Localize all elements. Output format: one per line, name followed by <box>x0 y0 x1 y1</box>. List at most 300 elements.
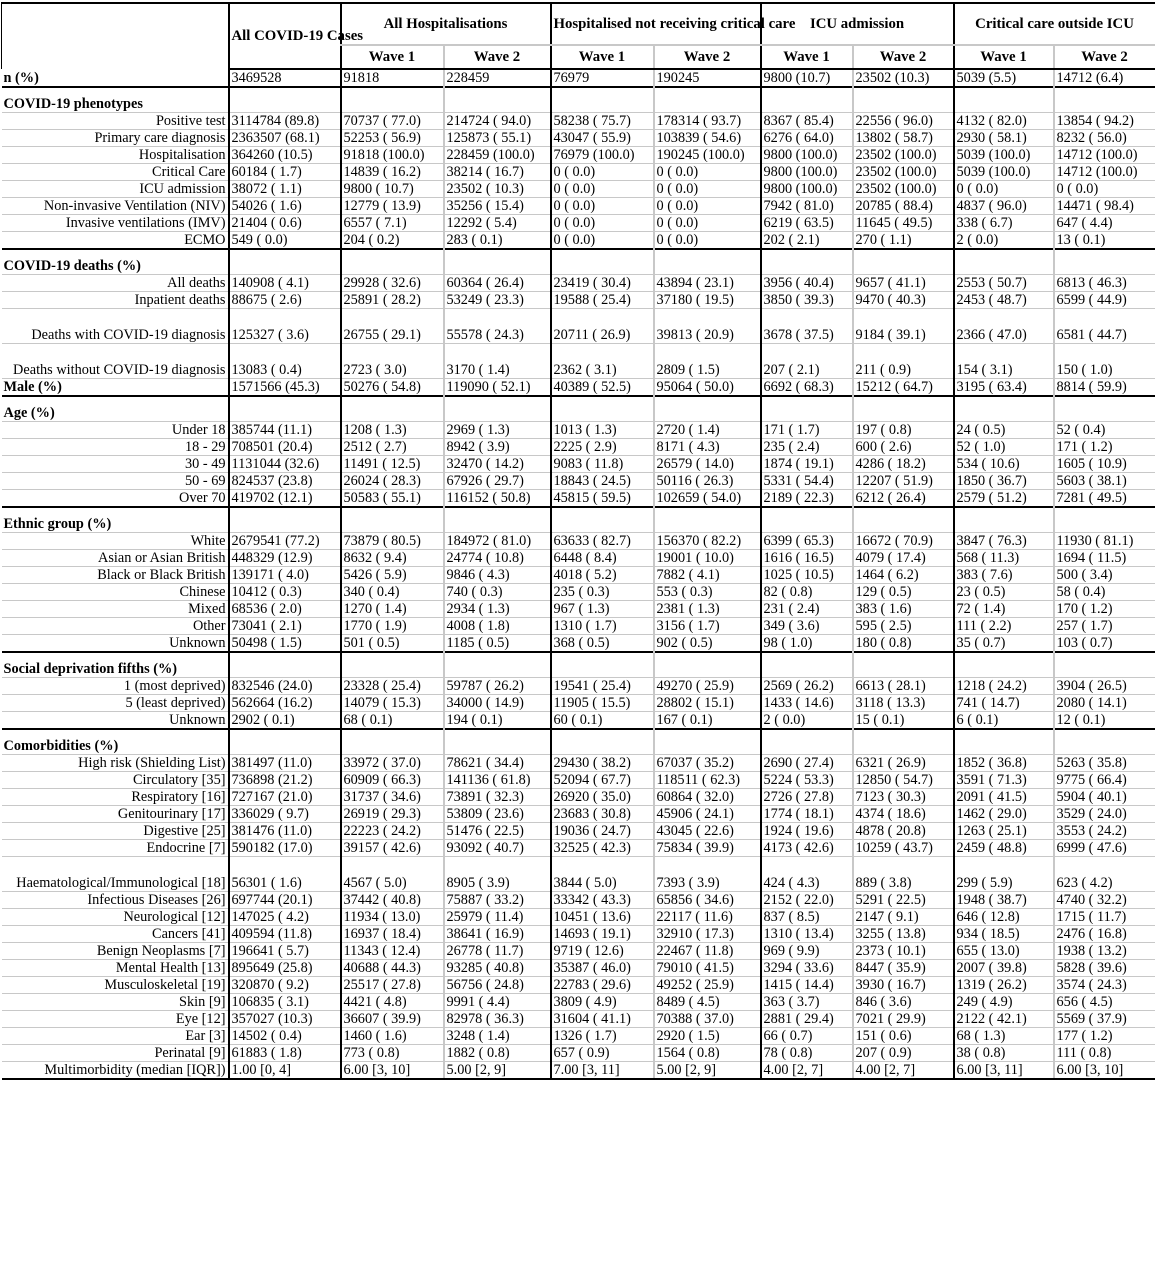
value-cell: 3195 ( 63.4) <box>954 379 1054 397</box>
section-empty-cell <box>954 729 1054 755</box>
value-cell: 2366 ( 47.0) <box>954 309 1054 344</box>
value-cell: 14693 ( 19.1) <box>551 926 654 943</box>
row-label: Mixed <box>2 601 229 618</box>
value-cell: 5569 ( 37.9) <box>1054 1011 1155 1028</box>
value-cell: 0 ( 0.0) <box>654 215 761 232</box>
value-cell: 23419 ( 30.4) <box>551 275 654 292</box>
value-cell: 5603 ( 38.1) <box>1054 473 1155 490</box>
value-cell: 1319 ( 26.2) <box>954 977 1054 994</box>
value-cell: 336029 ( 9.7) <box>229 806 341 823</box>
value-cell: 419702 (12.1) <box>229 490 341 508</box>
section-empty-cell <box>654 249 761 275</box>
table-row <box>2 926 1155 943</box>
value-cell: 0 ( 0.0) <box>654 164 761 181</box>
value-cell: 214724 ( 94.0) <box>444 113 551 130</box>
value-cell: 249 ( 4.9) <box>954 994 1054 1011</box>
value-cell: 0 ( 0.0) <box>1054 181 1155 198</box>
value-cell: 1025 ( 10.5) <box>761 567 853 584</box>
value-cell: 3956 ( 40.4) <box>761 275 853 292</box>
value-cell: 5426 ( 5.9) <box>341 567 444 584</box>
value-cell: 53809 ( 23.6) <box>444 806 551 823</box>
section-label: Comorbidities (%) <box>2 729 229 755</box>
table-row <box>2 344 1155 379</box>
value-cell: 68536 ( 2.0) <box>229 601 341 618</box>
value-cell: 500 ( 3.4) <box>1054 567 1155 584</box>
value-cell: 7123 ( 30.3) <box>853 789 954 806</box>
value-cell: 2080 ( 14.1) <box>1054 695 1155 712</box>
value-cell: 72 ( 1.4) <box>954 601 1054 618</box>
value-cell: 43045 ( 22.6) <box>654 823 761 840</box>
header-hospitalised-not-critical: Hospitalised not receiving critical care <box>551 3 761 45</box>
value-cell: 6321 ( 26.9) <box>853 755 954 772</box>
value-cell: 5331 ( 54.4) <box>761 473 853 490</box>
row-label: Black or Black British <box>2 567 229 584</box>
section-empty-cell <box>654 396 761 422</box>
value-cell: 2225 ( 2.9) <box>551 439 654 456</box>
value-cell: 424 ( 4.3) <box>761 857 853 892</box>
value-cell: 967 ( 1.3) <box>551 601 654 618</box>
value-cell: 8367 ( 85.4) <box>761 113 853 130</box>
row-label: ECMO <box>2 232 229 250</box>
value-cell: 70737 ( 77.0) <box>341 113 444 130</box>
value-cell: 26579 ( 14.0) <box>654 456 761 473</box>
value-cell: 2453 ( 48.7) <box>954 292 1054 309</box>
value-cell: 5263 ( 35.8) <box>1054 755 1155 772</box>
value-cell: 0 ( 0.0) <box>654 232 761 250</box>
value-cell: 39813 ( 20.9) <box>654 309 761 344</box>
section-empty-cell <box>444 87 551 113</box>
value-cell: 534 ( 10.6) <box>954 456 1054 473</box>
value-cell: 2809 ( 1.5) <box>654 344 761 379</box>
value-cell: 549 ( 0.0) <box>229 232 341 250</box>
value-cell: 3847 ( 76.3) <box>954 533 1054 550</box>
value-cell: 2720 ( 1.4) <box>654 422 761 439</box>
value-cell: 6212 ( 26.4) <box>853 490 954 508</box>
value-cell: 1874 ( 19.1) <box>761 456 853 473</box>
value-cell: 14712 (6.4) <box>1054 69 1155 87</box>
value-cell: 207 ( 2.1) <box>761 344 853 379</box>
table-row <box>2 113 1155 130</box>
value-cell: 2007 ( 39.8) <box>954 960 1054 977</box>
row-label: Invasive ventilations (IMV) <box>2 215 229 232</box>
table-row <box>2 147 1155 164</box>
value-cell: 38641 ( 16.9) <box>444 926 551 943</box>
value-cell: 45815 ( 59.5) <box>551 490 654 508</box>
table-row <box>2 857 1155 892</box>
section-empty-cell <box>229 87 341 113</box>
value-cell: 1.00 [0, 4] <box>229 1062 341 1080</box>
header-wave: Wave 2 <box>444 45 551 69</box>
row-label: Cancers [41] <box>2 926 229 943</box>
value-cell: 19036 ( 24.7) <box>551 823 654 840</box>
value-cell: 6276 ( 64.0) <box>761 130 853 147</box>
value-cell: 623 ( 4.2) <box>1054 857 1155 892</box>
value-cell: 5039 (100.0) <box>954 164 1054 181</box>
value-cell: 2726 ( 27.8) <box>761 789 853 806</box>
value-cell: 31604 ( 41.1) <box>551 1011 654 1028</box>
row-label: 5 (least deprived) <box>2 695 229 712</box>
section-row <box>2 729 1155 755</box>
value-cell: 52253 ( 56.9) <box>341 130 444 147</box>
value-cell: 118511 ( 62.3) <box>654 772 761 789</box>
table-row <box>2 490 1155 508</box>
value-cell: 1218 ( 24.2) <box>954 678 1054 695</box>
value-cell: 824537 (23.8) <box>229 473 341 490</box>
value-cell: 383 ( 7.6) <box>954 567 1054 584</box>
section-empty-cell <box>229 507 341 533</box>
value-cell: 9470 ( 40.3) <box>853 292 954 309</box>
row-label: Benign Neoplasms [7] <box>2 943 229 960</box>
section-empty-cell <box>551 652 654 678</box>
value-cell: 52 ( 0.4) <box>1054 422 1155 439</box>
section-empty-cell <box>761 249 853 275</box>
row-label: Genitourinary [17] <box>2 806 229 823</box>
row-label: Respiratory [16] <box>2 789 229 806</box>
value-cell: 22117 ( 11.6) <box>654 909 761 926</box>
table-row <box>2 960 1155 977</box>
value-cell: 37180 ( 19.5) <box>654 292 761 309</box>
value-cell: 646 ( 12.8) <box>954 909 1054 926</box>
value-cell: 54026 ( 1.6) <box>229 198 341 215</box>
section-empty-cell <box>341 249 444 275</box>
value-cell: 50498 ( 1.5) <box>229 635 341 653</box>
section-label: COVID-19 deaths (%) <box>2 249 229 275</box>
value-cell: 5828 ( 39.6) <box>1054 960 1155 977</box>
value-cell: 38214 ( 16.7) <box>444 164 551 181</box>
value-cell: 5039 (5.5) <box>954 69 1054 87</box>
value-cell: 40688 ( 44.3) <box>341 960 444 977</box>
value-cell: 6.00 [3, 11] <box>954 1062 1054 1080</box>
value-cell: 228459 <box>444 69 551 87</box>
value-cell: 73041 ( 2.1) <box>229 618 341 635</box>
value-cell: 3255 ( 13.8) <box>853 926 954 943</box>
value-cell: 6599 ( 44.9) <box>1054 292 1155 309</box>
value-cell: 363 ( 3.7) <box>761 994 853 1011</box>
value-cell: 12 ( 0.1) <box>1054 712 1155 730</box>
table-row <box>2 164 1155 181</box>
value-cell: 2189 ( 22.3) <box>761 490 853 508</box>
section-empty-cell <box>229 249 341 275</box>
value-cell: 741 ( 14.7) <box>954 695 1054 712</box>
value-cell: 8171 ( 4.3) <box>654 439 761 456</box>
value-cell: 82 ( 0.8) <box>761 584 853 601</box>
value-cell: 23 ( 0.5) <box>954 584 1054 601</box>
value-cell: 6.00 [3, 10] <box>341 1062 444 1080</box>
value-cell: 4837 ( 96.0) <box>954 198 1054 215</box>
value-cell: 5291 ( 22.5) <box>853 892 954 909</box>
value-cell: 4740 ( 32.2) <box>1054 892 1155 909</box>
value-cell: 0 ( 0.0) <box>551 164 654 181</box>
row-label: Hospitalisation <box>2 147 229 164</box>
value-cell: 13854 ( 94.2) <box>1054 113 1155 130</box>
value-cell: 79010 ( 41.5) <box>654 960 761 977</box>
value-cell: 2512 ( 2.7) <box>341 439 444 456</box>
value-cell: 16937 ( 18.4) <box>341 926 444 943</box>
section-row <box>2 652 1155 678</box>
value-cell: 5904 ( 40.1) <box>1054 789 1155 806</box>
section-row <box>2 87 1155 113</box>
value-cell: 6999 ( 47.6) <box>1054 840 1155 857</box>
value-cell: 409594 (11.8) <box>229 926 341 943</box>
value-cell: 19588 ( 25.4) <box>551 292 654 309</box>
section-label: COVID-19 phenotypes <box>2 87 229 113</box>
value-cell: 28802 ( 15.1) <box>654 695 761 712</box>
value-cell: 93285 ( 40.8) <box>444 960 551 977</box>
value-cell: 60 ( 0.1) <box>551 712 654 730</box>
value-cell: 106835 ( 3.1) <box>229 994 341 1011</box>
section-empty-cell <box>341 729 444 755</box>
value-cell: 50583 ( 55.1) <box>341 490 444 508</box>
value-cell: 368 ( 0.5) <box>551 635 654 653</box>
section-empty-cell <box>761 87 853 113</box>
row-label: Positive test <box>2 113 229 130</box>
value-cell: 170 ( 1.2) <box>1054 601 1155 618</box>
value-cell: 2723 ( 3.0) <box>341 344 444 379</box>
value-cell: 9800 (10.7) <box>761 69 853 87</box>
value-cell: 11934 ( 13.0) <box>341 909 444 926</box>
value-cell: 26919 ( 29.3) <box>341 806 444 823</box>
value-cell: 82978 ( 36.3) <box>444 1011 551 1028</box>
value-cell: 846 ( 3.6) <box>853 994 954 1011</box>
value-cell: 2679541 (77.2) <box>229 533 341 550</box>
value-cell: 3248 ( 1.4) <box>444 1028 551 1045</box>
section-empty-cell <box>853 396 954 422</box>
value-cell: 1571566 (45.3) <box>229 379 341 397</box>
value-cell: 1462 ( 29.0) <box>954 806 1054 823</box>
value-cell: 299 ( 5.9) <box>954 857 1054 892</box>
section-empty-cell <box>444 396 551 422</box>
value-cell: 2690 ( 27.4) <box>761 755 853 772</box>
value-cell: 21404 ( 0.6) <box>229 215 341 232</box>
value-cell: 7942 ( 81.0) <box>761 198 853 215</box>
value-cell: 895649 (25.8) <box>229 960 341 977</box>
value-cell: 934 ( 18.5) <box>954 926 1054 943</box>
value-cell: 49270 ( 25.9) <box>654 678 761 695</box>
section-label: Age (%) <box>2 396 229 422</box>
value-cell: 647 ( 4.4) <box>1054 215 1155 232</box>
value-cell: 12207 ( 51.9) <box>853 473 954 490</box>
section-empty-cell <box>761 507 853 533</box>
section-empty-cell <box>954 652 1054 678</box>
value-cell: 4079 ( 17.4) <box>853 550 954 567</box>
value-cell: 76979 (100.0) <box>551 147 654 164</box>
value-cell: 1938 ( 13.2) <box>1054 943 1155 960</box>
value-cell: 73879 ( 80.5) <box>341 533 444 550</box>
value-cell: 24 ( 0.5) <box>954 422 1054 439</box>
value-cell: 568 ( 11.3) <box>954 550 1054 567</box>
value-cell: 4.00 [2, 7] <box>853 1062 954 1080</box>
row-label: Endocrine [7] <box>2 840 229 857</box>
section-empty-cell <box>654 87 761 113</box>
value-cell: 171 ( 1.2) <box>1054 439 1155 456</box>
value-cell: 40389 ( 52.5) <box>551 379 654 397</box>
value-cell: 448329 (12.9) <box>229 550 341 567</box>
value-cell: 111 ( 2.2) <box>954 618 1054 635</box>
section-row <box>2 249 1155 275</box>
value-cell: 3114784 (89.8) <box>229 113 341 130</box>
header-critical-care-outside-icu: Critical care outside ICU <box>954 3 1155 45</box>
row-label: Under 18 <box>2 422 229 439</box>
header-all-hospitalisations: All Hospitalisations <box>341 3 551 45</box>
value-cell: 95064 ( 50.0) <box>654 379 761 397</box>
value-cell: 6692 ( 68.3) <box>761 379 853 397</box>
value-cell: 67926 ( 29.7) <box>444 473 551 490</box>
value-cell: 177 ( 1.2) <box>1054 1028 1155 1045</box>
value-cell: 98 ( 1.0) <box>761 635 853 653</box>
table-row <box>2 994 1155 1011</box>
value-cell: 178314 ( 93.7) <box>654 113 761 130</box>
section-empty-cell <box>444 507 551 533</box>
value-cell: 15 ( 0.1) <box>853 712 954 730</box>
value-cell: 340 ( 0.4) <box>341 584 444 601</box>
value-cell: 1208 ( 1.3) <box>341 422 444 439</box>
value-cell: 58 ( 0.4) <box>1054 584 1155 601</box>
value-cell: 12850 ( 54.7) <box>853 772 954 789</box>
section-empty-cell <box>853 652 954 678</box>
value-cell: 36607 ( 39.9) <box>341 1011 444 1028</box>
value-cell: 65856 ( 34.6) <box>654 892 761 909</box>
value-cell: 60184 ( 1.7) <box>229 164 341 181</box>
value-cell: 1326 ( 1.7) <box>551 1028 654 1045</box>
section-empty-cell <box>954 87 1054 113</box>
value-cell: 23502 (10.3) <box>853 69 954 87</box>
table-body <box>2 69 1155 1079</box>
value-cell: 22556 ( 96.0) <box>853 113 954 130</box>
value-cell: 25891 ( 28.2) <box>341 292 444 309</box>
table-row <box>2 292 1155 309</box>
value-cell: 1460 ( 1.6) <box>341 1028 444 1045</box>
value-cell: 93092 ( 40.7) <box>444 840 551 857</box>
value-cell: 88675 ( 2.6) <box>229 292 341 309</box>
value-cell: 235 ( 0.3) <box>551 584 654 601</box>
header-icu-admission: ICU admission <box>761 3 954 45</box>
value-cell: 11343 ( 12.4) <box>341 943 444 960</box>
value-cell: 657 ( 0.9) <box>551 1045 654 1062</box>
section-empty-cell <box>1054 87 1155 113</box>
table-row <box>2 550 1155 567</box>
section-empty-cell <box>761 729 853 755</box>
row-label: Other <box>2 618 229 635</box>
value-cell: 4018 ( 5.2) <box>551 567 654 584</box>
section-empty-cell <box>341 507 444 533</box>
value-cell: 14712 (100.0) <box>1054 147 1155 164</box>
value-cell: 0 ( 0.0) <box>551 215 654 232</box>
value-cell: 257 ( 1.7) <box>1054 618 1155 635</box>
value-cell: 2362 ( 3.1) <box>551 344 654 379</box>
value-cell: 4286 ( 18.2) <box>853 456 954 473</box>
value-cell: 4173 ( 42.6) <box>761 840 853 857</box>
value-cell: 190245 (100.0) <box>654 147 761 164</box>
value-cell: 14471 ( 98.4) <box>1054 198 1155 215</box>
table-row <box>2 678 1155 695</box>
value-cell: 68 ( 1.3) <box>954 1028 1054 1045</box>
value-cell: 6.00 [3, 10] <box>1054 1062 1155 1080</box>
value-cell: 22467 ( 11.8) <box>654 943 761 960</box>
value-cell: 50116 ( 26.3) <box>654 473 761 490</box>
value-cell: 180 ( 0.8) <box>853 635 954 653</box>
row-label: 50 - 69 <box>2 473 229 490</box>
value-cell: 197 ( 0.8) <box>853 422 954 439</box>
value-cell: 9775 ( 66.4) <box>1054 772 1155 789</box>
value-cell: 32470 ( 14.2) <box>444 456 551 473</box>
value-cell: 2476 ( 16.8) <box>1054 926 1155 943</box>
section-empty-cell <box>954 507 1054 533</box>
header-all-cases: All COVID-19 Cases <box>229 3 341 69</box>
value-cell: 150 ( 1.0) <box>1054 344 1155 379</box>
header-wave: Wave 1 <box>761 45 853 69</box>
value-cell: 1415 ( 14.4) <box>761 977 853 994</box>
value-cell: 3294 ( 33.6) <box>761 960 853 977</box>
value-cell: 3553 ( 24.2) <box>1054 823 1155 840</box>
section-empty-cell <box>954 249 1054 275</box>
table-row <box>2 618 1155 635</box>
value-cell: 6813 ( 46.3) <box>1054 275 1155 292</box>
table-container <box>1 2 1154 1080</box>
value-cell: 56301 ( 1.6) <box>229 857 341 892</box>
value-cell: 45906 ( 24.1) <box>654 806 761 823</box>
section-empty-cell <box>229 729 341 755</box>
value-cell: 0 ( 0.0) <box>654 181 761 198</box>
value-cell: 23502 (100.0) <box>853 164 954 181</box>
value-cell: 5.00 [2, 9] <box>654 1062 761 1080</box>
value-cell: 66 ( 0.7) <box>761 1028 853 1045</box>
value-cell: 3118 ( 13.3) <box>853 695 954 712</box>
value-cell: 70388 ( 37.0) <box>654 1011 761 1028</box>
value-cell: 211 ( 0.9) <box>853 344 954 379</box>
value-cell: 23502 (100.0) <box>853 147 954 164</box>
value-cell: 2930 ( 58.1) <box>954 130 1054 147</box>
value-cell: 3850 ( 39.3) <box>761 292 853 309</box>
value-cell: 1310 ( 1.7) <box>551 618 654 635</box>
header-wave: Wave 1 <box>954 45 1054 69</box>
row-label: Infectious Diseases [26] <box>2 892 229 909</box>
section-empty-cell <box>551 507 654 533</box>
value-cell: 6399 ( 65.3) <box>761 533 853 550</box>
value-cell: 14079 ( 15.3) <box>341 695 444 712</box>
value-cell: 35256 ( 15.4) <box>444 198 551 215</box>
value-cell: 3170 ( 1.4) <box>444 344 551 379</box>
stub-header <box>2 3 229 69</box>
value-cell: 2902 ( 0.1) <box>229 712 341 730</box>
header-wave: Wave 1 <box>551 45 654 69</box>
value-cell: 56756 ( 24.8) <box>444 977 551 994</box>
value-cell: 31737 ( 34.6) <box>341 789 444 806</box>
table-row <box>2 755 1155 772</box>
value-cell: 151 ( 0.6) <box>853 1028 954 1045</box>
section-empty-cell <box>444 729 551 755</box>
covid-cohort-table <box>1 2 1155 1080</box>
value-cell: 383 ( 1.6) <box>853 601 954 618</box>
value-cell: 1464 ( 6.2) <box>853 567 954 584</box>
value-cell: 1774 ( 18.1) <box>761 806 853 823</box>
value-cell: 207 ( 0.9) <box>853 1045 954 1062</box>
header-wave: Wave 2 <box>1054 45 1155 69</box>
value-cell: 1616 ( 16.5) <box>761 550 853 567</box>
value-cell: 740 ( 0.3) <box>444 584 551 601</box>
value-cell: 3678 ( 37.5) <box>761 309 853 344</box>
section-empty-cell <box>551 249 654 275</box>
value-cell: 73891 ( 32.3) <box>444 789 551 806</box>
value-cell: 4132 ( 82.0) <box>954 113 1054 130</box>
value-cell: 708501 (20.4) <box>229 439 341 456</box>
table-row <box>2 772 1155 789</box>
row-label: Multimorbidity (median [IQR]) <box>2 1062 229 1080</box>
value-cell: 78 ( 0.8) <box>761 1045 853 1062</box>
value-cell: 55578 ( 24.3) <box>444 309 551 344</box>
value-cell: 7281 ( 49.5) <box>1054 490 1155 508</box>
value-cell: 26024 ( 28.3) <box>341 473 444 490</box>
value-cell: 51476 ( 22.5) <box>444 823 551 840</box>
